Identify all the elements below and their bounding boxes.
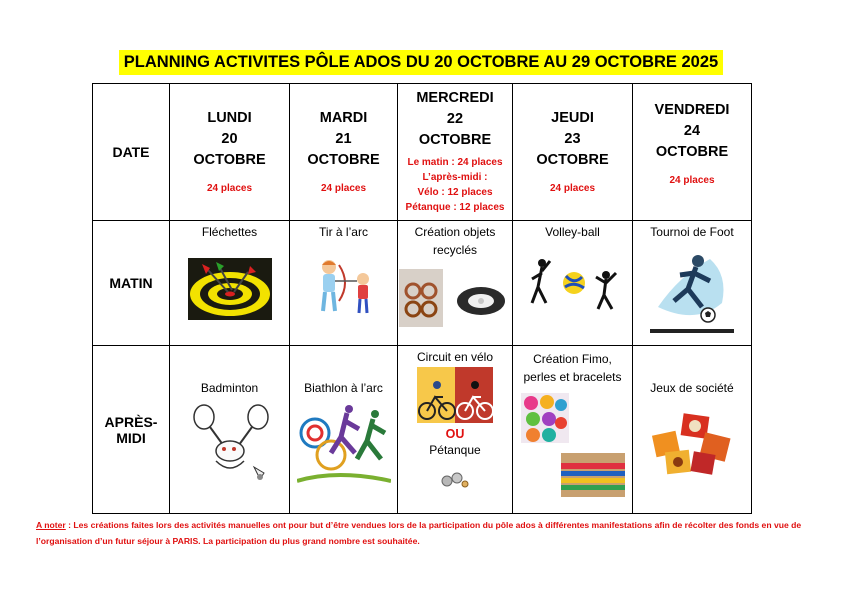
day-number: 23: [564, 131, 581, 147]
activity-label: Biathlon à l’arc: [304, 381, 383, 395]
wednesday-afternoon-cell: [398, 346, 513, 514]
day-name: MARDI: [319, 110, 368, 126]
or-separator: OU: [445, 427, 465, 441]
day-header-monday: [170, 84, 290, 221]
day-name: LUNDI: [207, 110, 252, 126]
tuesday-morning-cell: [290, 221, 398, 346]
archery-image: [309, 257, 379, 317]
row-label-matin: MATIN: [93, 221, 170, 346]
fimo-beads-image: [521, 393, 569, 443]
activity-label: Tournoi de Foot: [650, 225, 734, 239]
date-row: [93, 84, 752, 221]
wednesday-morning-cell: [398, 221, 513, 346]
note-text: : Les créations faites lors des activités manuelles ont pour but d’être vendues lors de la participation du pôle ados à différentes manifestations afin de récolter des fonds en vue de l’organisation d’un futur séjour à PARIS. La participation du plus grand nombre est souhaitée.: [36, 520, 802, 546]
day-header-wednesday: [398, 84, 513, 221]
activity-label: Volley-ball: [545, 225, 600, 239]
day-header-friday: [633, 84, 752, 221]
activity-label: recyclés: [432, 243, 477, 257]
activity-label: Circuit en vélo: [416, 350, 494, 364]
recycled-crafts-image: [399, 269, 511, 329]
activity-label: Création objets: [414, 225, 496, 239]
badminton-image: [186, 403, 274, 485]
friday-afternoon-cell: [633, 346, 752, 514]
bracelets-image: [561, 453, 625, 497]
monday-morning-cell: [170, 221, 290, 346]
places-details: Le matin : 24 places L’après-midi : Vélo : 12 places Pétanque : 12 places: [405, 157, 505, 213]
page-title: PLANNING ACTIVITES PÔLE ADOS DU 20 OCTOBRE AU 29 OCTOBRE 2025: [119, 50, 723, 75]
day-name: VENDREDI: [654, 102, 730, 118]
activity-label: Fléchettes: [201, 225, 258, 239]
day-month: OCTOBRE: [536, 152, 609, 168]
row-label-apres-midi: APRÈS- MIDI: [93, 346, 170, 514]
football-image: [650, 245, 734, 333]
activity-label: Jeux de société: [650, 381, 734, 395]
day-name: JEUDI: [551, 110, 594, 126]
biathlon-image: [297, 403, 391, 485]
activity-label: Tir à l’arc: [319, 225, 368, 239]
planning-table: [92, 83, 752, 514]
apres-midi-row: [93, 346, 752, 514]
day-number: 24: [683, 123, 701, 139]
darts-image: [188, 258, 272, 320]
activity-label: Badminton: [200, 381, 259, 395]
day-month: OCTOBRE: [193, 152, 266, 168]
day-month: OCTOBRE: [655, 144, 729, 160]
day-header-thursday: [513, 84, 633, 221]
matin-row: [93, 221, 752, 346]
cycling-image: [417, 367, 493, 423]
places-badge: 24 places: [549, 183, 596, 194]
thursday-afternoon-cell: [513, 346, 633, 514]
tuesday-afternoon-cell: [290, 346, 398, 514]
volleyball-image: [522, 255, 624, 319]
activity-label: Pétanque: [429, 443, 481, 457]
day-name: MERCREDI: [416, 90, 494, 106]
day-month: OCTOBRE: [307, 152, 380, 168]
board-games-image: [652, 413, 732, 477]
thursday-morning-cell: [513, 221, 633, 346]
day-number: 21: [335, 131, 352, 147]
monday-afternoon-cell: [170, 346, 290, 514]
places-badge: 24 places: [320, 183, 367, 194]
beads-image-group: [513, 386, 632, 504]
day-month: OCTOBRE: [418, 132, 492, 148]
places-badge: 24 places: [669, 175, 715, 186]
day-number: 22: [446, 111, 464, 127]
day-header-tuesday: [290, 84, 398, 221]
petanque-image: [441, 471, 469, 489]
note-label: A noter: [36, 520, 66, 530]
places-badge: 24 places: [206, 183, 253, 194]
activity-label: Création Fimo,: [533, 352, 612, 366]
footer-note: [36, 518, 816, 549]
activity-label: perles et bracelets: [523, 370, 622, 384]
day-number: 20: [221, 131, 238, 147]
friday-morning-cell: [633, 221, 752, 346]
row-label-date: DATE: [93, 84, 170, 221]
